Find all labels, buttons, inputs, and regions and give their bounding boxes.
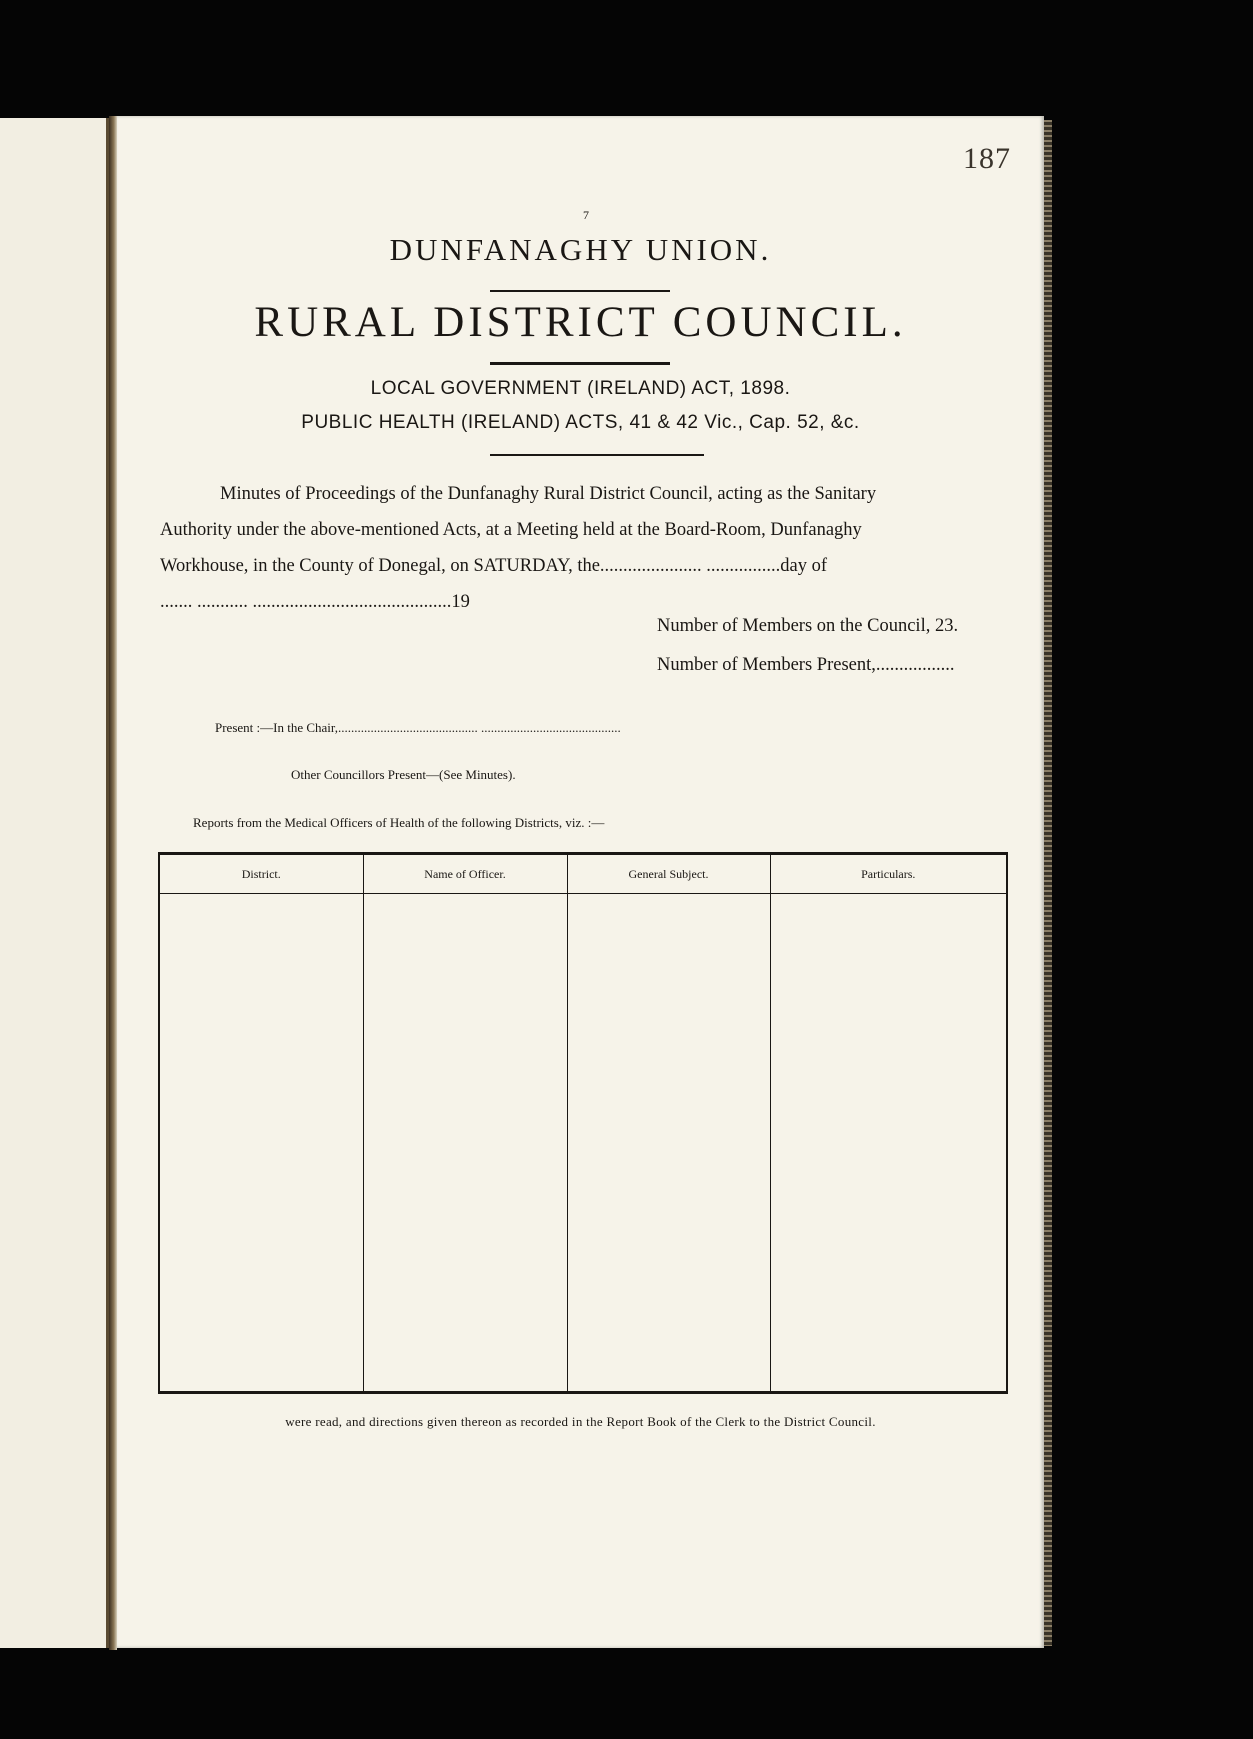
reports-table-header-row (159, 854, 1007, 894)
page-edge (1044, 120, 1052, 1646)
title-rule-1 (490, 290, 670, 292)
facing-page (0, 118, 109, 1648)
page-number: 187 (963, 142, 1011, 175)
header-particulars: Particulars. (770, 854, 1007, 894)
book-gutter (109, 116, 117, 1650)
minutes-paragraph (160, 476, 1006, 620)
minutes-line-3: Workhouse, in the County of Donegal, on SATURDAY, the...................... ................day of (160, 556, 828, 576)
title-rule-2 (490, 362, 670, 365)
cell-name-of-officer (363, 894, 567, 1393)
minutes-line-1: Minutes of Proceedings of the Dunfanaghy Rural District Council, acting as the Sanitary (220, 484, 877, 504)
act-line-public-health: PUBLIC HEALTH (IRELAND) ACTS, 41 & 42 Vic., Cap. 52, &c. (301, 412, 860, 433)
signature-mark: 7 (583, 208, 589, 222)
act-line-local-government: LOCAL GOVERNMENT (IRELAND) ACT, 1898. (370, 378, 791, 399)
title-rule-3 (490, 454, 704, 456)
header-general-subject: General Subject. (567, 854, 770, 894)
union-title: DUNFANAGHY UNION. (389, 232, 772, 267)
minutes-line-4: ....... ........... ...........................................19 (160, 592, 470, 612)
members-present: Number of Members Present,................. (657, 655, 955, 675)
cell-district (159, 894, 363, 1393)
header-name-of-officer: Name of Officer. (363, 854, 567, 894)
cell-particulars (770, 894, 1007, 1393)
present-chair: Present :—In the Chair,........................................... ........................................... (215, 720, 621, 735)
other-councillors: Other Councillors Present—(See Minutes). (291, 767, 516, 782)
table-row (159, 894, 1007, 1393)
reports-intro: Reports from the Medical Officers of Health of the following Districts, viz. :— (193, 815, 605, 830)
footer-text: were read, and directions given thereon as recorded in the Report Book of the Clerk to the District Council. (285, 1414, 876, 1429)
council-title: RURAL DISTRICT COUNCIL. (254, 299, 907, 346)
members-on-council: Number of Members on the Council, 23. (657, 616, 959, 636)
minutes-line-2: Authority under the above-mentioned Acts, at a Meeting held at the Board-Room, Dunfanaghy (160, 520, 862, 540)
reports-table (158, 852, 1008, 1394)
header-district: District. (159, 854, 363, 894)
cell-general-subject (567, 894, 770, 1393)
